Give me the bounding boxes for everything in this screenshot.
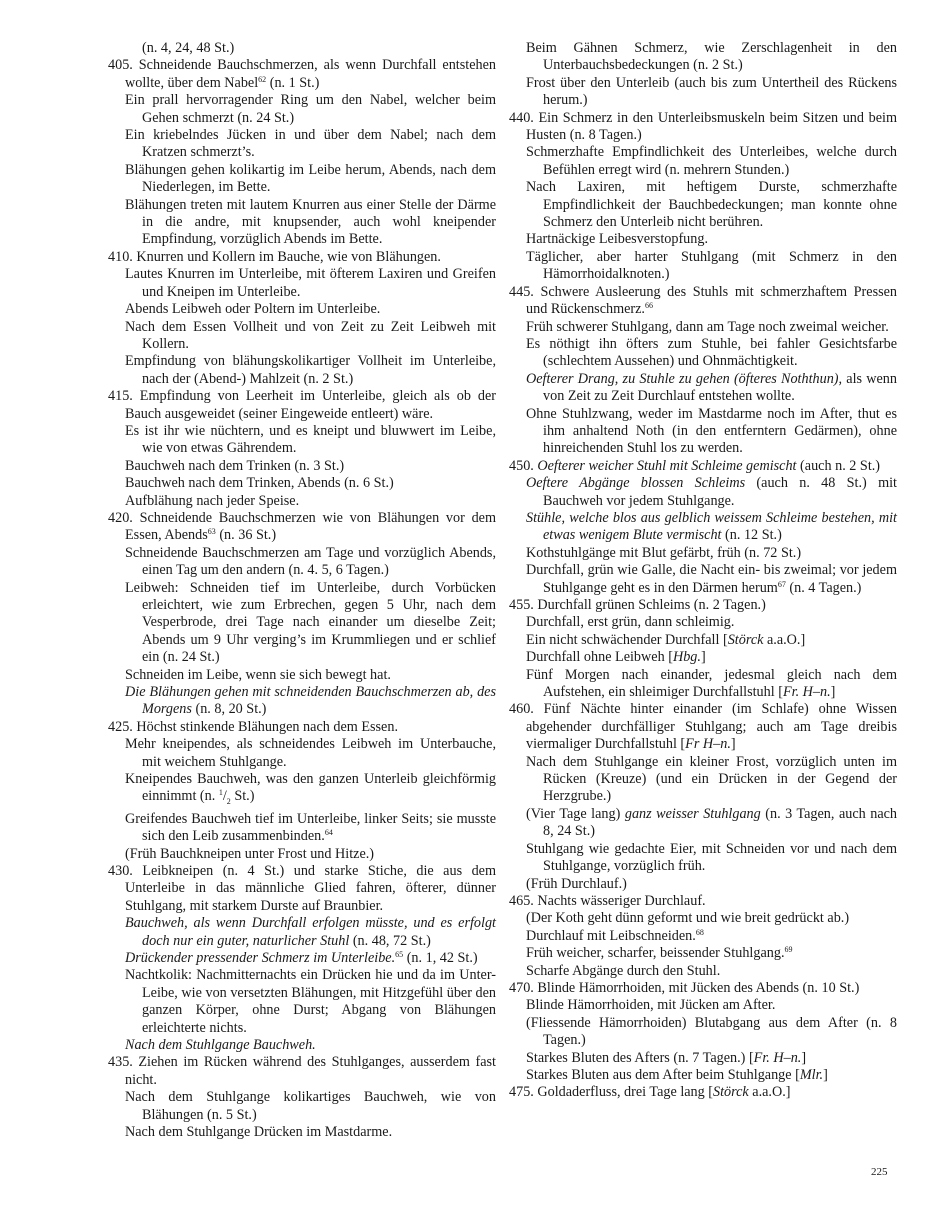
symptom-entry: Die Blähungen gehen mit schneidenden Bauchschmerzen ab, des Morgens (n. 8, 20 St.) — [125, 684, 496, 718]
symptom-entry: Bauchweh nach dem Trinken (n. 3 St.) — [125, 457, 345, 474]
numbered-entry: 455. Durchfall grünen Schleims (n. 2 Tagen.) — [509, 597, 766, 613]
symptom-entry: Durchfall ohne Leibweh [Hbg.] — [526, 649, 706, 666]
symptom-entry: Blinde Hämorrhoiden, mit Jücken am After. — [526, 997, 776, 1014]
symptom-entry: Fünf Morgen nach einander, jedesmal gleich nach dem Aufstehen, ein shleimiger Durchfallstuhl [Fr. H–n.] — [526, 666, 897, 701]
numbered-entry: 415. Empfindung von Leerheit im Unterleibe, gleich als ob der Bauch ausgeweidet (seiner Eingeweide entleert) wäre. — [108, 388, 496, 422]
symptom-entry: (Der Koth geht dünn geformt und wie breit gedrückt ab.) — [526, 910, 850, 927]
numbered-entry: 475. Goldaderfluss, drei Tage lang [Störck a.a.O.] — [509, 1084, 791, 1101]
symptom-entry: Stuhlgang wie gedachte Eier, mit Schneiden vor und nach dem Stuhlgange, vorzüglich früh. — [526, 840, 897, 875]
symptom-entry: Es nöthigt ihn öfters zum Stuhle, bei fahler Gesichtsfarbe (schlechtem Aussehen) und Ohnmächtigkeit. — [526, 335, 897, 370]
numbered-entry: 470. Blinde Hämorrhoiden, mit Jücken des Abends (n. 10 St.) — [509, 979, 860, 996]
symptom-entry: (Vier Tage lang) ganz weisser Stuhlgang (n. 3 Tagen, auch nach 8, 24 St.) — [526, 805, 898, 840]
symptom-entry: Nach dem Stuhlgange kolikartiges Bauchweh, wie von Blähungen (n. 5 St.) — [125, 1089, 496, 1123]
symptom-entry: Schneidende Bauchschmerzen am Tage und vorzüglich Abends, einen Tag um den andern (n. 4. 5, 6 Tagen.) — [125, 544, 496, 579]
numbered-entry: 445. Schwere Ausleerung des Stuhls mit schmerzhaftem Pressen und Rückenschmerz.$^{66}$ — [509, 283, 897, 318]
symptom-entry: Täglicher, aber harter Stuhlgang (mit Schmerz in den Hämorrhoidalknoten.) — [526, 248, 897, 283]
symptom-entry: Aufblähung nach jeder Speise. — [125, 492, 300, 509]
symptom-entry: (n. 4, 24, 48 St.) — [142, 40, 235, 56]
symptom-entry: Schneiden im Leibe, wenn sie sich bewegt hat. — [125, 666, 391, 683]
symptom-entry: Nach Laxiren, mit heftigem Durste, schmerzhafte Empfindlichkeit der Bauchbedeckungen; man konnte ohne Schmerz den Unterleib nicht berühren. — [526, 179, 897, 231]
symptom-entry: Durchfall, grün wie Galle, die Nacht ein- bis zweimal; vor jedem Stuhlgange geht es in den Därmen herum$^{67}$ (n. 4 Tagen.) — [526, 562, 897, 596]
symptom-entry: Oeftere Abgänge blossen Schleims (auch n. 48 St.) mit Bauchweh vor jedem Stuhlgange. — [526, 475, 897, 509]
symptom-entry: Frost über den Unterleib (auch bis zum Untertheil des Rückens herum.) — [526, 74, 897, 109]
left-column — [108, 40, 496, 1141]
symptom-entry: Kneipendes Bauchweh, was den ganzen Unterleib gleichförmig einnimmt (n. $^1/_2$ St.) — [125, 771, 496, 807]
symptom-entry: Hartnäckige Leibesverstopfung. — [526, 231, 709, 248]
numbered-entry: 430. Leibkneipen (n. 4 St.) und starke Stiche, die aus dem Unterleibe in das männliche Glied fahren, öfterer, dünner Stuhlgang, mit starkem Durste auf Braunbier. — [108, 862, 496, 914]
symptom-entry: Drückender pressender Schmerz im Unterleibe.$^{65}$ (n. 1, 42 St.) — [125, 949, 478, 966]
right-column — [509, 40, 897, 1102]
symptom-entry: Empfindung von blähungskolikartiger Vollheit im Unterleibe, nach der (Abend-) Mahlzeit (n. 2 St.) — [125, 353, 496, 387]
symptom-entry: Kothstuhlgänge mit Blut gefärbt, früh (n. 72 St.) — [526, 544, 802, 561]
symptom-entry: Durchlauf mit Leibschneiden.$^{68}$ — [526, 927, 704, 944]
symptom-entry: Scharfe Abgänge durch den Stuhl. — [526, 962, 721, 979]
symptom-entry: Stühle, welche blos aus gelblich weissem Schleime bestehen, mit etwas wenigem Blute vermischt (n. 12 St.) — [526, 509, 897, 544]
symptom-entry: Beim Gähnen Schmerz, wie Zerschlagenheit in den Unterbauchsbedeckungen (n. 2 St.) — [526, 40, 897, 74]
symptom-entry: Ein nicht schwächender Durchfall [Störck a.a.O.] — [526, 631, 806, 648]
page-number: 225 — [871, 1166, 888, 1178]
numbered-entry: 425. Höchst stinkende Blähungen nach dem Essen. — [108, 718, 398, 735]
symptom-entry: Mehr kneipendes, als schneidendes Leibweh im Unterbauche, mit weichem Stuhlgange. — [125, 736, 496, 770]
symptom-entry: Nach dem Stuhlgange Bauchweh. — [125, 1036, 316, 1053]
numbered-entry: 440. Ein Schmerz in den Unterleibsmuskeln beim Sitzen und beim Husten (n. 8 Tagen.) — [509, 109, 897, 144]
symptom-entry: Nach dem Stuhlgange ein kleiner Frost, vorzüglich unten im Rücken (Kreuze) (und ein Drücken in der Gegend der Herzgrube.) — [526, 753, 897, 805]
symptom-entry: Leibweh: Schneiden tief im Unterleibe, durch Vorbücken erleichtert, wie zum Erbrechen, gegen 5 Uhr, nach dem Vesperbrode, drei Tage nach einander um dieselbe Zeit; Abends um 9 Uhr verging’s im Krummliegen und er schlief ein (n. 24 St.) — [125, 579, 496, 666]
symptom-entry: (Fliessende Hämorrhoiden) Blutabgang aus dem After (n. 8 Tagen.) — [526, 1014, 897, 1049]
numbered-entry: 460. Fünf Nächte hinter einander (im Schlafe) ohne Wissen abgehender durchfälliger Stuhlgang; auch am Tage dreibis viermaliger Durchfallstuhl [Fr H–n.] — [509, 701, 897, 753]
symptom-entry: (Früh Bauchkneipen unter Frost und Hitze.) — [125, 845, 375, 862]
symptom-entry: Lautes Knurren im Unterleibe, mit öfterem Laxiren und Greifen und Kneipen im Unterleibe. — [125, 266, 496, 300]
symptom-entry: Abends Leibweh oder Poltern im Unterleibe. — [125, 301, 381, 318]
numbered-entry: 405. Schneidende Bauchschmerzen, als wenn Durchfall entstehen wollte, über dem Nabel$^{62}$ (n. 1 St.) — [108, 57, 496, 91]
symptom-entry: Blähungen gehen kolikartig im Leibe herum, Abends, nach dem Niederlegen, im Bette. — [125, 161, 496, 196]
symptom-entry: Starkes Bluten aus dem After beim Stuhlgange [Mlr.] — [526, 1066, 828, 1083]
symptom-entry: Ohne Stuhlzwang, weder im Mastdarme noch im After, thut es ihm anhaltend Noth (in den entferntern Gedärmen), ohne hinreichenden Stuhl los zu werden. — [526, 405, 897, 457]
symptom-entry: Bauchweh nach dem Trinken, Abends (n. 6 St.) — [125, 475, 394, 492]
symptom-entry: (Früh Durchlauf.) — [526, 875, 627, 892]
symptom-entry: Bauchweh, als wenn Durchfall erfolgen müsste, und es erfolgt doch nur ein guter, naturlicher Stuhl (n. 48, 72 St.) — [125, 915, 496, 949]
numbered-entry: 450. Oefterer weicher Stuhl mit Schleime gemischt (auch n. 2 St.) — [509, 457, 881, 474]
symptom-entry: Ein prall hervorragender Ring um den Nabel, welcher beim Gehen schmerzt (n. 24 St.) — [125, 92, 496, 126]
symptom-entry: Es ist ihr wie nüchtern, und es kneipt und bluwwert im Leibe, wie von etwas Gährendem. — [125, 422, 496, 457]
symptom-entry: Nach dem Stuhlgange Drücken im Mastdarme. — [125, 1124, 393, 1141]
symptom-entry: Starkes Bluten des Afters (n. 7 Tagen.) [Fr. H–n.] — [526, 1049, 807, 1066]
symptom-entry: Oefterer Drang, zu Stuhle zu gehen (öfteres Noththun), als wenn von Zeit zu Zeit Durchlauf entstehen wollte. — [526, 370, 897, 405]
numbered-entry: 420. Schneidende Bauchschmerzen wie von Blähungen vor dem Essen, Abends$^{63}$ (n. 36 St.) — [108, 509, 496, 544]
numbered-entry: 410. Knurren und Kollern im Bauche, wie von Blähungen. — [108, 248, 441, 265]
symptom-entry: Schmerzhafte Empfindlichkeit des Unterleibes, welche durch Befühlen erregt wird (n. mehrern Stunden.) — [526, 144, 897, 178]
symptom-entry: Blähungen treten mit lautem Knurren aus einer Stelle der Därme in die andre, mit knupsender, auch wohl kneipender Empfindung, vorzüglich Abends im Bette. — [125, 196, 496, 248]
symptom-entry: Nach dem Essen Vollheit und von Zeit zu Zeit Leibweh mit Kollern. — [125, 318, 496, 352]
symptom-entry: Früh weicher, scharfer, beissender Stuhlgang.$^{69}$ — [526, 945, 793, 962]
symptom-entry: Früh schwerer Stuhlgang, dann am Tage noch zweimal weicher. — [526, 318, 889, 335]
symptom-entry: Nachtkolik: Nachmitternachts ein Drücken hie und da im Unter-Leibe, wie von versetzten Blähungen, mit Hitzgefühl über den ganzen Körper, ohne Durst; Abgang von Blähungen erleichterte nichts. — [125, 967, 496, 1036]
symptom-entry: Greifendes Bauchweh tief im Unterleibe, linker Seits; sie musste sich den Leib zusammenbinden.$^{64}$ — [125, 810, 496, 845]
numbered-entry: 435. Ziehen im Rücken während des Stuhlganges, ausserdem fast nicht. — [108, 1054, 496, 1088]
numbered-entry: 465. Nachts wässeriger Durchlauf. — [509, 892, 706, 909]
symptom-entry: Ein kriebelndes Jücken in und über dem Nabel; nach dem Kratzen schmerzt’s. — [125, 127, 496, 161]
symptom-entry: Durchfall, erst grün, dann schleimig. — [526, 614, 735, 631]
